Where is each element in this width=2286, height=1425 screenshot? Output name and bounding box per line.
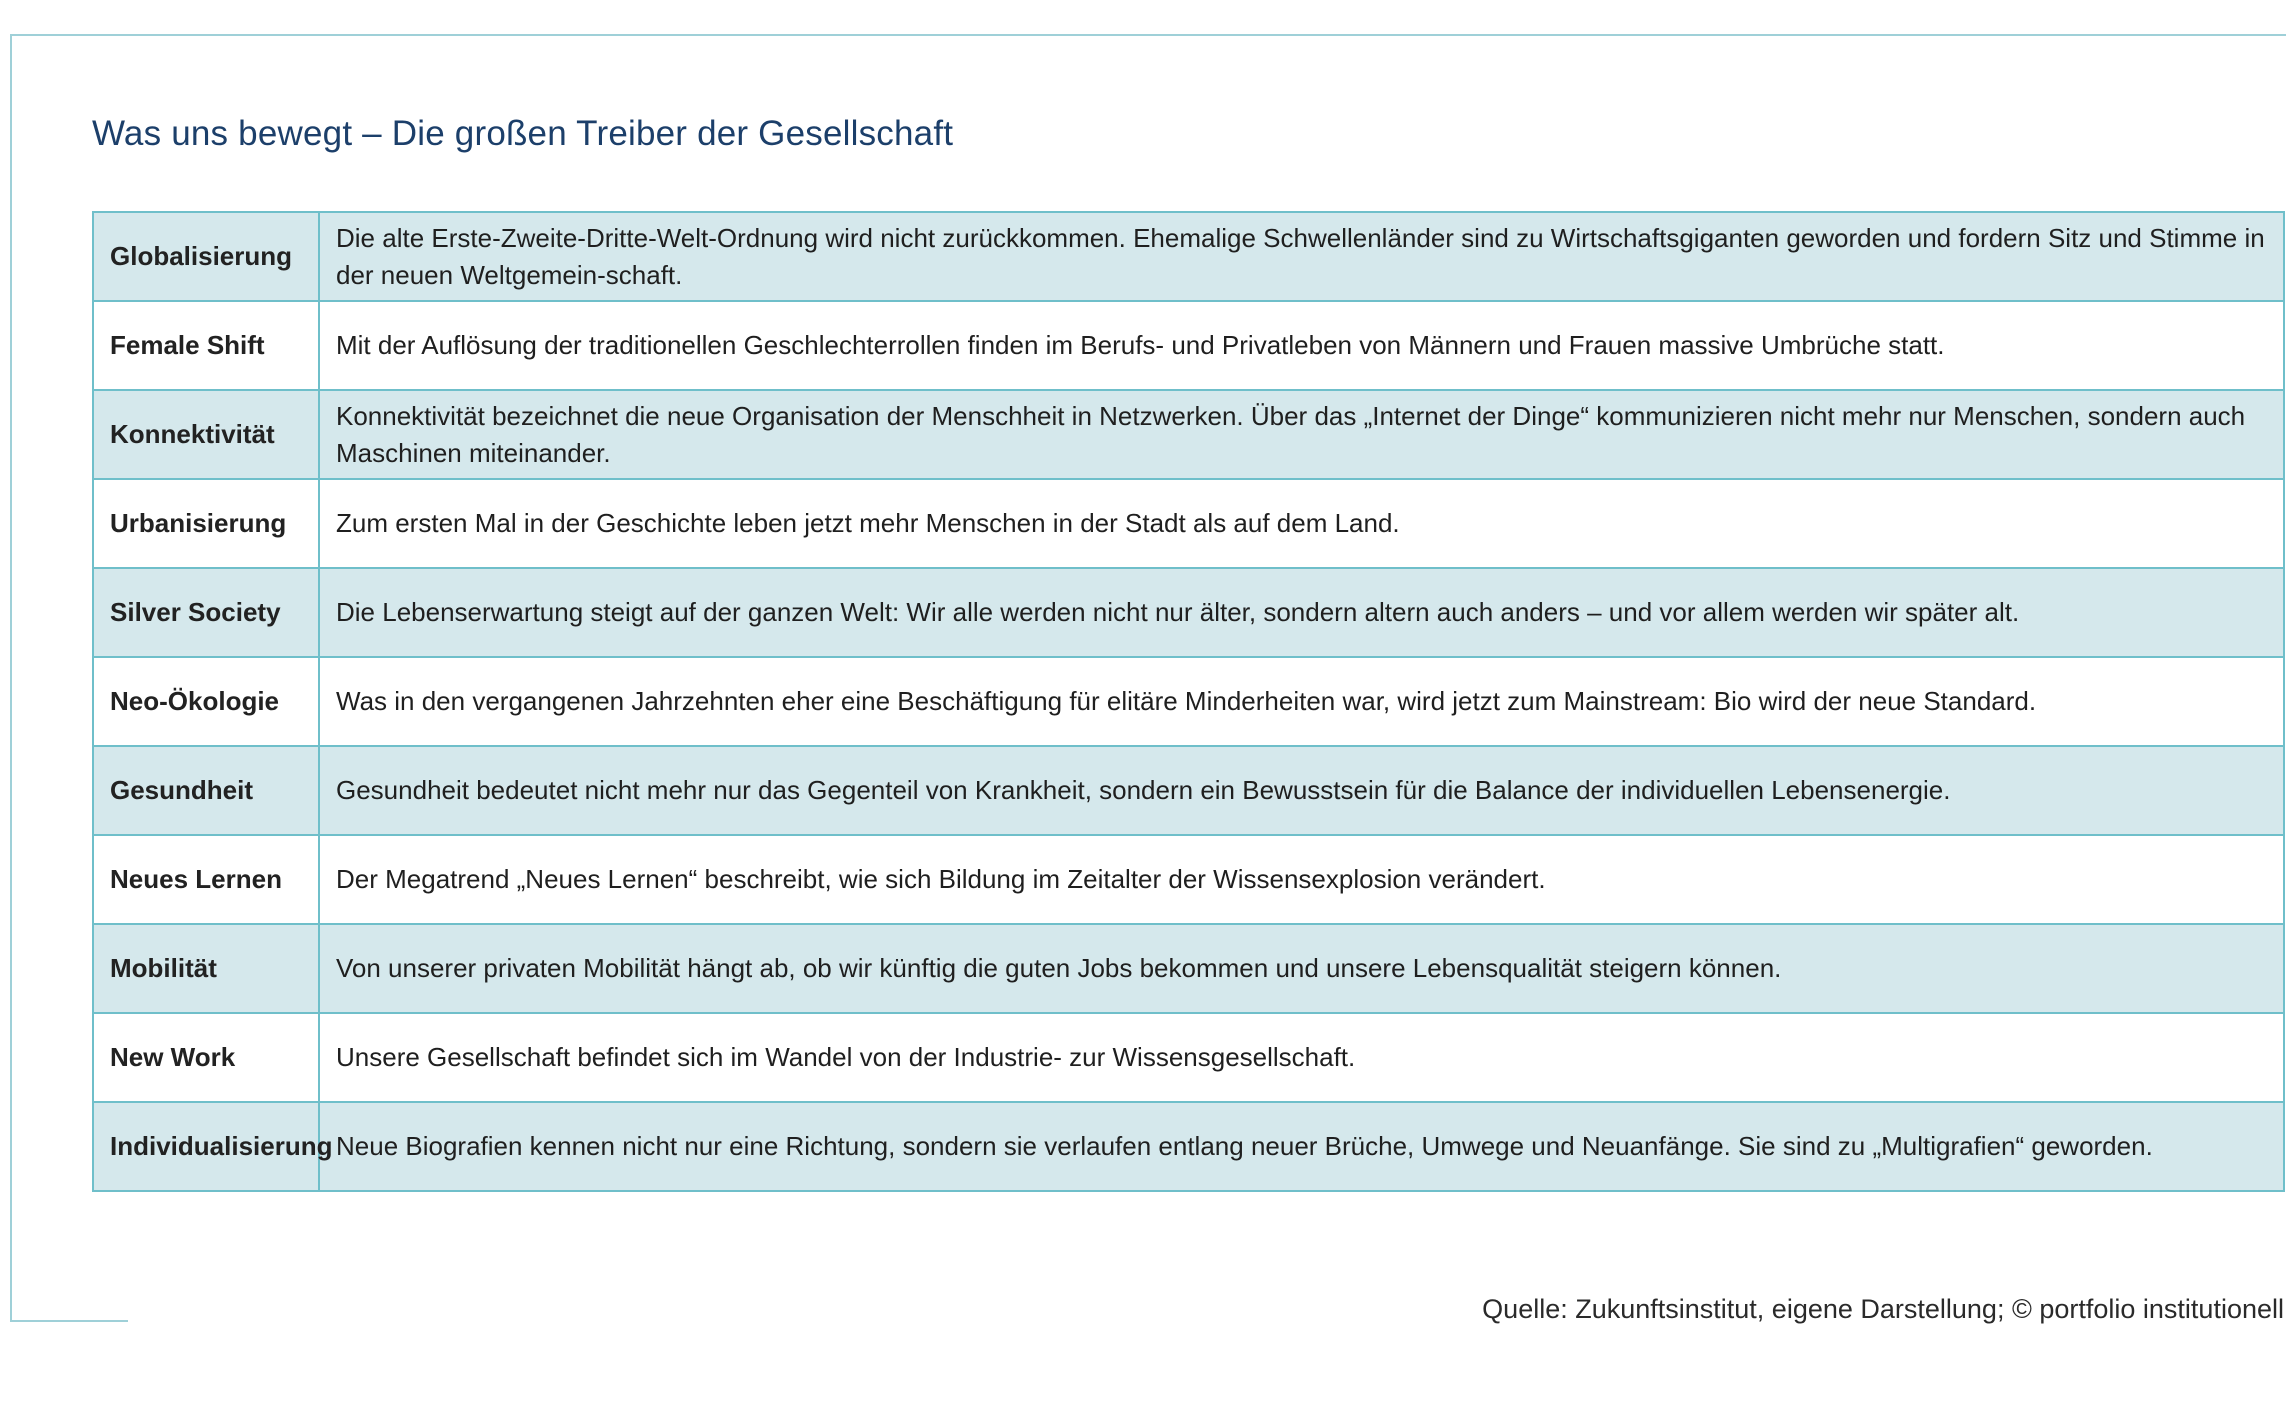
table-row — [93, 746, 2284, 835]
table-row — [93, 835, 2284, 924]
table-row — [93, 390, 2284, 479]
drivers-table — [92, 211, 2285, 1192]
driver-term: Globalisierung — [93, 212, 319, 301]
driver-description: Mit der Auflösung der traditionellen Geschlechterrollen finden im Berufs- und Privatleben von Männern und Frauen massive Umbrüche statt. — [319, 301, 2284, 390]
driver-term: Urbanisierung — [93, 479, 319, 568]
source-credit: Quelle: Zukunftsinstitut, eigene Darstellung; © portfolio institutionell — [1482, 1294, 2284, 1324]
frame-left-line — [10, 34, 12, 1321]
frame-bottom-line — [10, 1320, 128, 1322]
driver-term: Individualisierung — [93, 1102, 319, 1191]
driver-description: Neue Biografien kennen nicht nur eine Richtung, sondern sie verlaufen entlang neuer Brüche, Umwege und Neuanfänge. Sie sind zu „Multigrafien“ geworden. — [319, 1102, 2284, 1191]
driver-description: Zum ersten Mal in der Geschichte leben jetzt mehr Menschen in der Stadt als auf dem Land. — [319, 479, 2284, 568]
driver-description: Konnektivität bezeichnet die neue Organisation der Menschheit in Netzwerken. Über das „Internet der Dinge“ kommunizieren nicht mehr nur Menschen, sondern auch Maschinen miteinander. — [319, 390, 2284, 479]
table-row — [93, 212, 2284, 301]
driver-term: Neo-Ökologie — [93, 657, 319, 746]
table-row — [93, 568, 2284, 657]
frame-top-line — [10, 34, 2286, 36]
table-row — [93, 657, 2284, 746]
table-row — [93, 301, 2284, 390]
driver-term: Konnektivität — [93, 390, 319, 479]
driver-term: Mobilität — [93, 924, 319, 1013]
table-row — [93, 1013, 2284, 1102]
driver-description: Die alte Erste-Zweite-Dritte-Welt-Ordnung wird nicht zurückkommen. Ehemalige Schwellenländer sind zu Wirtschaftsgiganten geworden und fordern Sitz und Stimme in der neuen Weltgemein-schaft. — [319, 212, 2284, 301]
driver-description: Von unserer privaten Mobilität hängt ab, ob wir künftig die guten Jobs bekommen und unsere Lebensqualität steigern können. — [319, 924, 2284, 1013]
table-row — [93, 479, 2284, 568]
table-row — [93, 1102, 2284, 1191]
driver-term: New Work — [93, 1013, 319, 1102]
driver-description: Der Megatrend „Neues Lernen“ beschreibt, wie sich Bildung im Zeitalter der Wissensexplosion verändert. — [319, 835, 2284, 924]
driver-term: Silver Society — [93, 568, 319, 657]
driver-description: Unsere Gesellschaft befindet sich im Wandel von der Industrie- zur Wissensgesellschaft. — [319, 1013, 2284, 1102]
driver-description: Was in den vergangenen Jahrzehnten eher eine Beschäftigung für elitäre Minderheiten war, wird jetzt zum Mainstream: Bio wird der neue Standard. — [319, 657, 2284, 746]
page-title: Was uns bewegt – Die großen Treiber der Gesellschaft — [92, 114, 954, 153]
table-row — [93, 924, 2284, 1013]
driver-term: Female Shift — [93, 301, 319, 390]
driver-description: Die Lebenserwartung steigt auf der ganzen Welt: Wir alle werden nicht nur älter, sondern altern auch anders – und vor allem werden wir später alt. — [319, 568, 2284, 657]
driver-term: Neues Lernen — [93, 835, 319, 924]
driver-term: Gesundheit — [93, 746, 319, 835]
driver-description: Gesundheit bedeutet nicht mehr nur das Gegenteil von Krankheit, sondern ein Bewusstsein für die Balance der individuellen Lebensenergie. — [319, 746, 2284, 835]
